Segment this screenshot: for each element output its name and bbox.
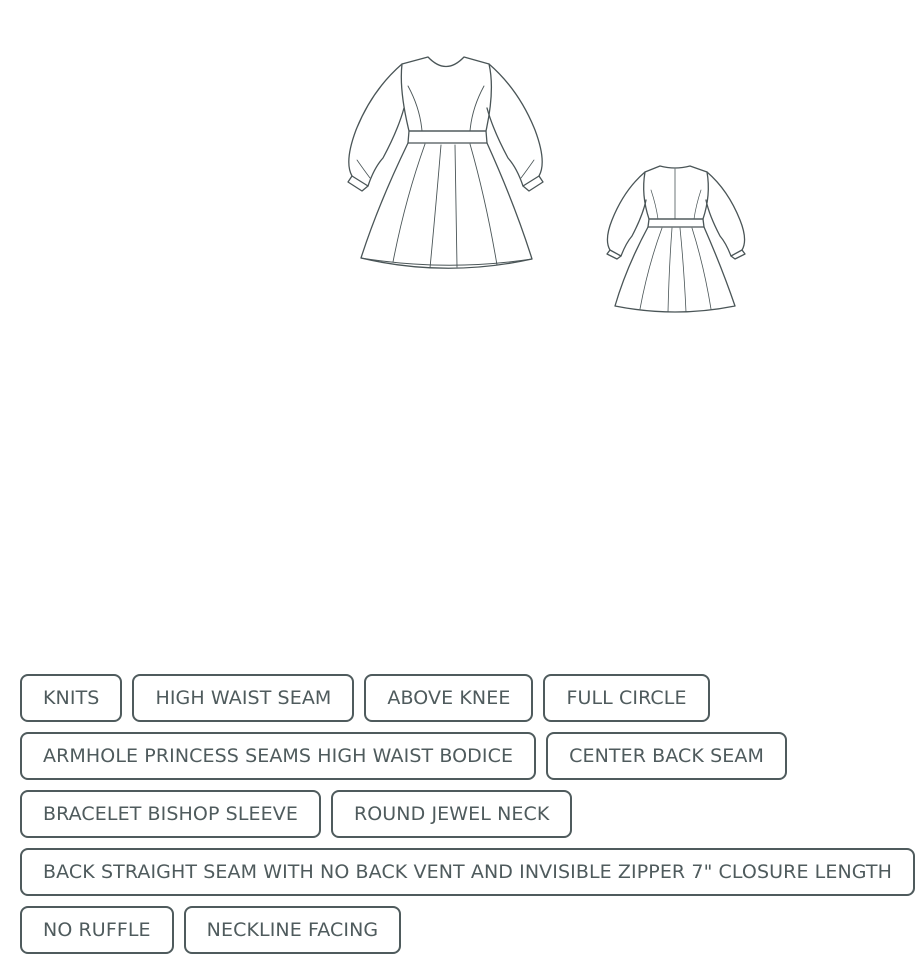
tag-high-waist-seam[interactable]: HIGH WAIST SEAM <box>132 674 354 722</box>
dress-front-sketch-icon <box>348 57 543 268</box>
tag-bracelet-bishop-sleeve[interactable]: BRACELET BISHOP SLEEVE <box>20 790 321 838</box>
tag-knits[interactable]: KNITS <box>20 674 122 722</box>
tag-no-ruffle[interactable]: NO RUFFLE <box>20 906 174 954</box>
tag-round-jewel-neck[interactable]: ROUND JEWEL NECK <box>331 790 573 838</box>
tag-armhole-princess-seams[interactable]: ARMHOLE PRINCESS SEAMS HIGH WAIST BODICE <box>20 732 536 780</box>
tag-full-circle[interactable]: FULL CIRCLE <box>543 674 709 722</box>
dress-back-sketch-icon <box>607 166 745 312</box>
dress-illustrations <box>0 0 918 340</box>
tag-back-straight-seam[interactable]: BACK STRAIGHT SEAM WITH NO BACK VENT AND INVISIBLE ZIPPER 7" CLOSURE LENGTH <box>20 848 915 896</box>
tag-center-back-seam[interactable]: CENTER BACK SEAM <box>546 732 787 780</box>
tag-neckline-facing[interactable]: NECKLINE FACING <box>184 906 402 954</box>
tag-above-knee[interactable]: ABOVE KNEE <box>364 674 533 722</box>
feature-tag-list <box>20 674 910 954</box>
